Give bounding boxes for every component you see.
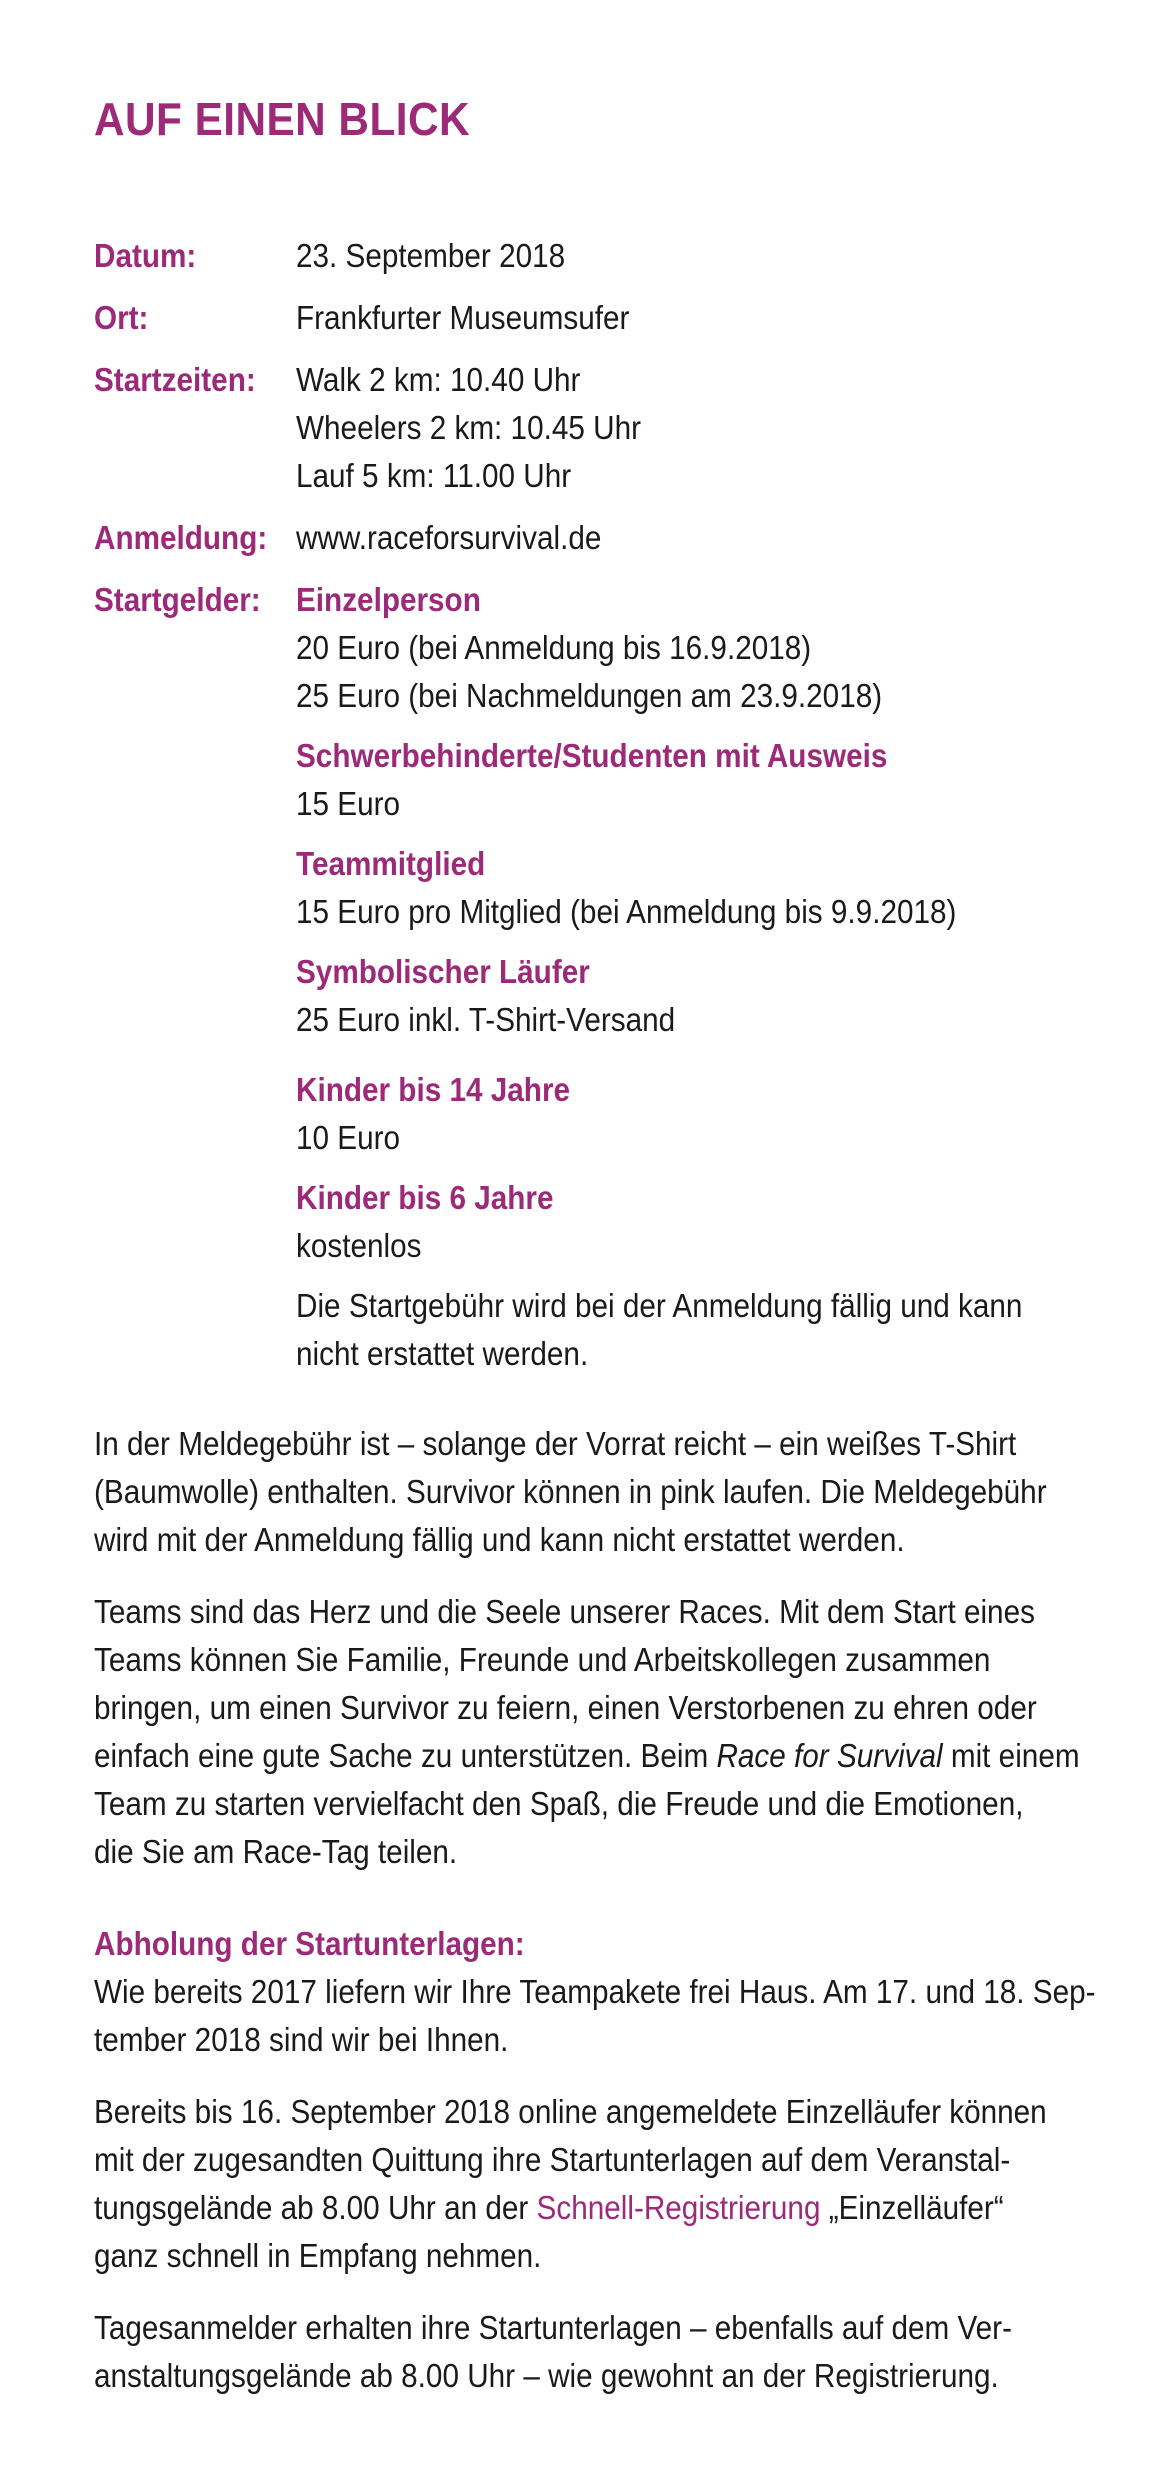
fee-line: 25 Euro (bei Nachmeldungen am 23.9.2018) (296, 677, 883, 714)
text-line: bringen, um einen Survivor zu feiern, einen Verstorbenen zu ehren oder (94, 1689, 1037, 1726)
label-anmeldung: Anmeldung: (94, 519, 268, 556)
text-fragment: „Einzelläufer“ (820, 2189, 1004, 2226)
text-line: ganz schnell in Empfang nehmen. (94, 2237, 542, 2274)
paragraph-einzellaeufer (94, 2088, 1079, 2280)
fee-note-line: nicht erstattet werden. (296, 1335, 589, 1372)
fee-kinder-14 (296, 1066, 1103, 1162)
text-line: anstaltungsgelände ab 8.00 Uhr – wie gewohnt an der Registrierung. (94, 2357, 999, 2394)
row-datum (94, 232, 1079, 280)
value-datum: 23. September 2018 (296, 237, 566, 274)
paragraph-meldegebuehr (94, 1420, 1079, 1564)
info-table (94, 232, 1079, 1404)
row-ort (94, 294, 1079, 342)
fee-line: 25 Euro inkl. T-Shirt-Versand (296, 1001, 676, 1038)
fee-heading: Symbolischer Läufer (296, 953, 590, 990)
fee-heading: Kinder bis 6 Jahre (296, 1179, 554, 1216)
text-line (94, 1732, 1080, 1780)
fee-note-line: Die Startgebühr wird bei der Anmeldung fällig und kann (296, 1287, 1023, 1324)
text-line: Bereits bis 16. September 2018 online angemeldete Einzelläufer können (94, 2093, 1047, 2130)
value-ort: Frankfurter Museumsufer (296, 299, 630, 336)
page-title: AUF EINEN BLICK (94, 93, 471, 145)
row-anmeldung (94, 514, 1079, 562)
text-line: Teams sind das Herz und die Seele unserer Races. Mit dem Start eines (94, 1593, 1035, 1630)
paragraph-tagesanmelder (94, 2304, 1079, 2400)
text-line: (Baumwolle) enthalten. Survivor können in pink laufen. Die Meldegebühr (94, 1473, 1047, 1510)
fee-einzelperson (296, 576, 1103, 720)
text-line: Wie bereits 2017 liefern wir Ihre Teampakete frei Haus. Am 17. und 18. Sep- (94, 1973, 1096, 2010)
fee-heading: Einzelperson (296, 581, 481, 618)
text-line: die Sie am Race-Tag teilen. (94, 1833, 458, 1870)
label-startgelder: Startgelder: (94, 581, 261, 618)
text-line: Team zu starten vervielfacht den Spaß, die Freude und die Emotionen, (94, 1785, 1024, 1822)
fee-line: kostenlos (296, 1227, 422, 1264)
text-line: In der Meldegebühr ist – solange der Vorrat reicht – ein weißes T-Shirt (94, 1425, 1017, 1462)
startzeit-walk: Walk 2 km: 10.40 Uhr (296, 361, 581, 398)
paragraph-teampakete (94, 1968, 1096, 2064)
text-line (94, 2184, 1004, 2232)
anmeldung-link[interactable]: www.raceforsurvival.de (296, 519, 602, 556)
fee-line: 15 Euro (296, 785, 401, 822)
fee-heading: Kinder bis 14 Jahre (296, 1071, 571, 1108)
row-startzeiten (94, 356, 1079, 500)
race-name-italic: Race for Survival (716, 1737, 943, 1774)
text-fragment: mit einem (942, 1737, 1080, 1774)
label-datum: Datum: (94, 237, 197, 274)
label-ort: Ort: (94, 299, 149, 336)
text-line: wird mit der Anmeldung fällig und kann nicht erstattet werden. (94, 1521, 905, 1558)
startzeit-wheelers: Wheelers 2 km: 10.45 Uhr (296, 409, 641, 446)
text-fragment: tungsgelände ab 8.00 Uhr an der (94, 2189, 537, 2226)
fee-heading: Teammitglied (296, 845, 486, 882)
label-startzeiten: Startzeiten: (94, 361, 256, 398)
text-line: Tagesanmelder erhalten ihre Startunterlagen – ebenfalls auf dem Ver- (94, 2309, 1012, 2346)
fee-line: 15 Euro pro Mitglied (bei Anmeldung bis 9.9.2018) (296, 893, 957, 930)
abholung-heading: Abholung der Startunterlagen: (94, 1925, 525, 1962)
schnell-registrierung-link[interactable]: Schnell-Registrierung (536, 2189, 821, 2226)
text-line: tember 2018 sind wir bei Ihnen. (94, 2021, 509, 2058)
paragraph-teams (94, 1588, 1079, 1876)
fee-schwerbehinderte (296, 732, 1103, 828)
text-fragment: einfach eine gute Sache zu unterstützen. Beim (94, 1737, 717, 1774)
text-line: mit der zugesandten Quittung ihre Startunterlagen auf dem Veranstal- (94, 2141, 1011, 2178)
fee-symbolischer-laeufer (296, 948, 1103, 1044)
row-startgelder (94, 576, 1079, 1390)
fee-heading: Schwerbehinderte/Studenten mit Ausweis (296, 737, 888, 774)
fee-note (296, 1282, 1103, 1378)
fee-kinder-6 (296, 1174, 1103, 1270)
text-line: Teams können Sie Familie, Freunde und Arbeitskollegen zusammen (94, 1641, 991, 1678)
startzeit-lauf: Lauf 5 km: 11.00 Uhr (296, 457, 572, 494)
fee-line: 10 Euro (296, 1119, 401, 1156)
fee-line: 20 Euro (bei Anmeldung bis 16.9.2018) (296, 629, 812, 666)
fee-teammitglied (296, 840, 1103, 936)
